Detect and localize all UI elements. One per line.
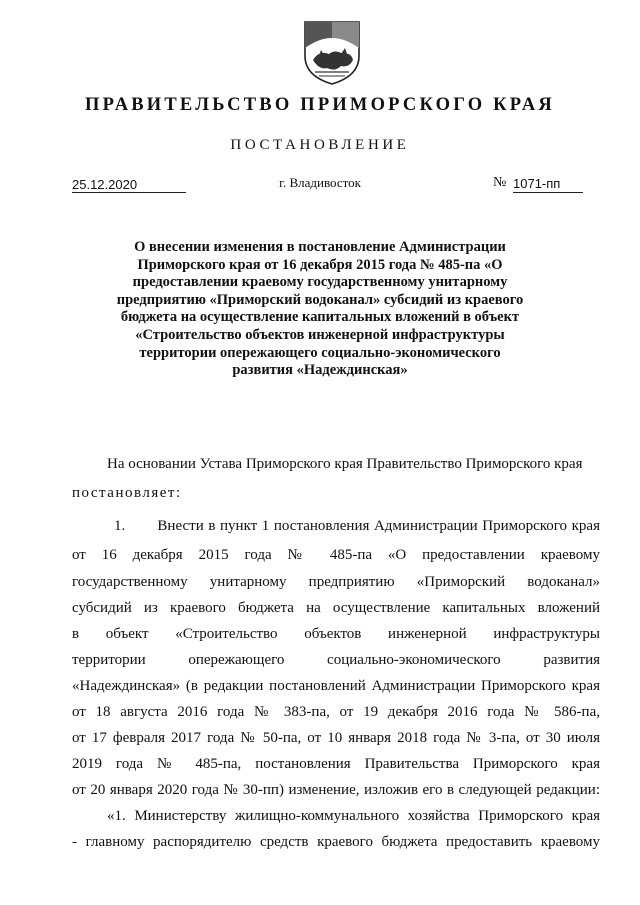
paragraph-1-line: 2019 года № 485-па, постановления Правительства Приморского края	[72, 756, 600, 772]
preamble-line: На основании Устава Приморского края Правительство Приморского края	[107, 456, 583, 472]
date-value: 25.12.2020	[72, 177, 138, 192]
coat-of-arms-emblem	[301, 16, 363, 86]
document-number	[493, 175, 583, 193]
city-name: г. Владивосток	[279, 175, 361, 190]
number-underline	[513, 192, 583, 193]
preamble-verb: постановляет:	[72, 485, 182, 501]
paragraph-1-line: в объект «Строительство объектов инженерной инфраструктуры	[72, 626, 600, 642]
paragraph-1-line: «Надеждинская» (в редакции постановлений Администрации Приморского края	[72, 678, 600, 694]
paragraph-2-line: «1. Министерству жилищно-коммунального хозяйства Приморского края	[107, 808, 600, 824]
paragraph-1-line: 1. Внести в пункт 1 постановления Администрации Приморского края	[114, 518, 600, 534]
paragraph-1-line: от 16 декабря 2015 года № 485-па «О предоставлении краевому	[72, 547, 600, 563]
paragraph-1-line: государственному унитарному предприятию «Приморский водоканал»	[72, 574, 600, 590]
document-date	[72, 176, 186, 194]
document-type: ПОСТАНОВЛЕНИЕ	[230, 137, 410, 153]
organization-title: ПРАВИТЕЛЬСТВО ПРИМОРСКОГО КРАЯ	[84, 95, 555, 115]
paragraph-1-line: территории опережающего социально-экономического развития	[72, 652, 600, 668]
paragraph-1-line: от 18 августа 2016 года № 383-па, от 19 декабря 2016 года № 586-па,	[72, 704, 600, 720]
paragraph-2-line: - главному распорядителю средств краевого бюджета предоставить краевому	[72, 834, 600, 850]
paragraph-1-line: субсидий из краевого бюджета на осуществление капитальных вложений	[72, 600, 600, 616]
paragraph-1-line: от 20 января 2020 года № 30-пп) изменение, изложив его в следующей редакции:	[72, 782, 600, 798]
paragraph-1-line: от 17 февраля 2017 года № 50-па, от 10 января 2018 года № 3-па, от 30 июля	[72, 730, 600, 746]
number-value-wrap	[513, 176, 583, 191]
number-sign: №	[493, 175, 507, 190]
date-underline	[72, 192, 186, 193]
number-value: 1071-пп	[513, 176, 561, 191]
document-subject: О внесении изменения в постановление Администрации Приморского края от 16 декабря 2015 года № 485-па «О предоставлении краевому государственному унитарному предприятию «Приморский водоканал» субсидий из краевого бюджета на осуществление капитальных вложений в объект «Строительство объектов инженерной инфраструктуры территории опережающего социально-экономического развития «Надеждинская»	[116, 239, 524, 379]
